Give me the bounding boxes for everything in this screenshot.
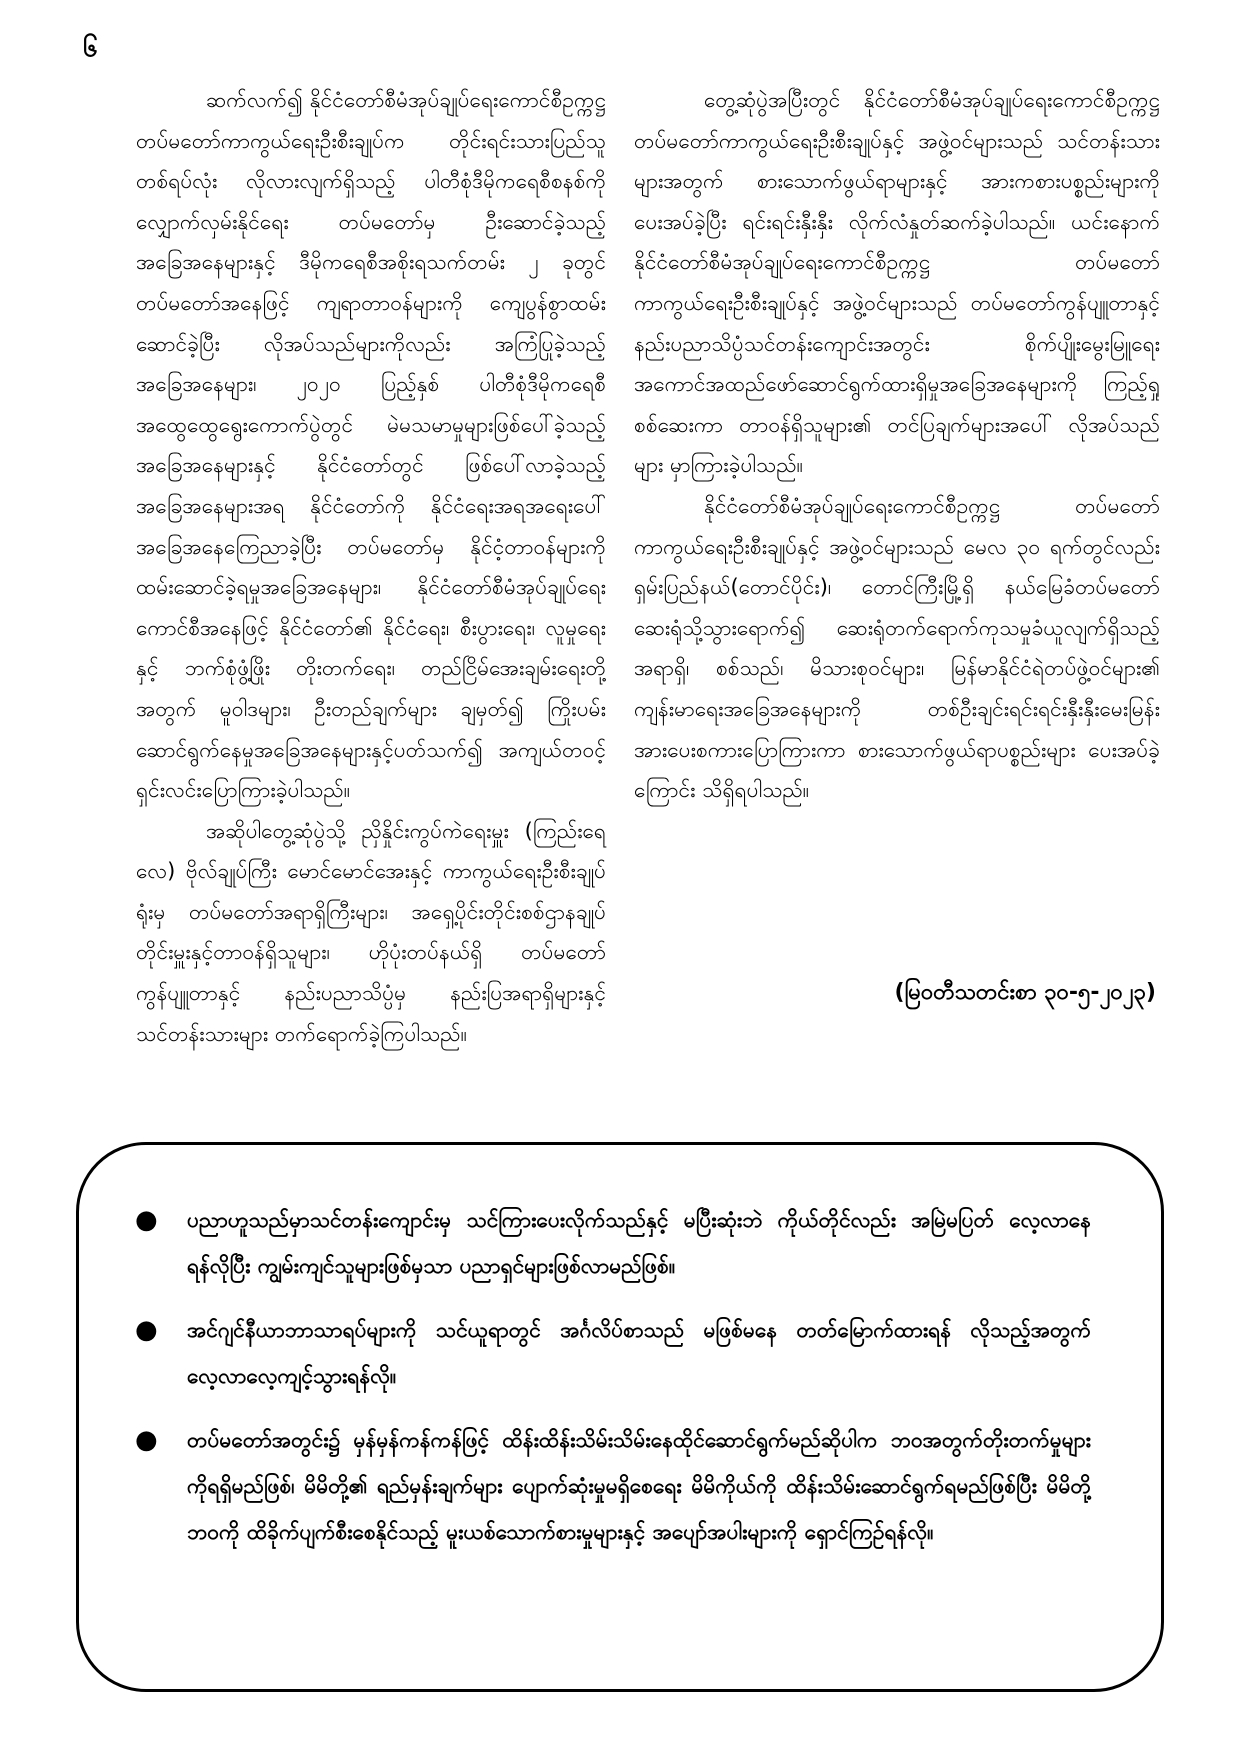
bullet-icon: ● [135, 1205, 158, 1235]
paragraph: ဆက်လက်၍ နိုင်ငံတော်စီမံအုပ်ချုပ်ရေးကောင်စီဥက္ကဋ္ဌ တပ်မတော်ကာကွယ်ရေးဦးစီးချုပ်က တိုင်းရင်းသားပြည်သူတစ်ရပ်လုံး လိုလားလျက်ရှိသည့် ပါတီစုံဒီမိုကရေစီစနစ်ကို လျှောက်လှမ်းနိုင်ရေး တပ်မတော်မှ ဦးဆောင်ခဲ့သည့် အခြေအနေများနှင့် ဒီမိုကရေစီအစိုးရသက်တမ်း ၂ ခုတွင် တပ်မတော်အနေဖြင့် ကျရာတာဝန်များကို ကျေပွန်စွာထမ်းဆောင်ခဲ့ပြီး လိုအပ်သည်များကိုလည်း အကြံပြုခဲ့သည့် အခြေအနေများ၊ ၂၀၂၀ ပြည့်နှစ် ပါတီစုံဒီမိုကရေစီ အထွေထွေရွေးကောက်ပွဲတွင် မဲမသမာမှုများဖြစ်ပေါ်ခဲ့သည့် အခြေအနေများနှင့် နိုင်ငံတော်တွင် ဖြစ်ပေါ်လာခဲ့သည့် အခြေအနေများအရ နိုင်ငံတော်ကို နိုင်ငံရေးအရအရေးပေါ် အခြေအနေကြေညာခဲ့ပြီး တပ်မတော်မှ နိုင်ငံ့တာဝန်များကို ထမ်းဆောင်ခဲ့ရမှုအခြေအနေများ၊ နိုင်ငံတော်စီမံအုပ်ချုပ်ရေးကောင်စီအနေဖြင့် နိုင်ငံတော်၏ နိုင်ငံရေး၊ စီးပွားရေး၊ လူမှုရေးနှင့် ဘက်စုံဖွံ့ဖြိုး တိုးတက်ရေး၊ တည်ငြိမ်အေးချမ်းရေးတို့အတွက် မူဝါဒများ၊ ဦးတည်ချက်များ ချမှတ်၍ ကြိုးပမ်းဆောင်ရွက်နေမှုအခြေအနေများနှင့်ပတ်သက်၍ အကျယ်တဝင့် ရှင်းလင်းပြောကြားခဲ့ပါသည်။ [136, 88, 606, 803]
page-number: ၆ [83, 33, 98, 63]
bullet-icon: ● [135, 1425, 158, 1455]
key-points-box [76, 1142, 1164, 1692]
list-item [135, 1417, 1091, 1555]
list-item [135, 1197, 1091, 1289]
paragraph: အဆိုပါတွေ့ဆုံပွဲသို့ ညှိနှိုင်းကွပ်ကဲရေးမှူး (ကြည်းရေလေ) ဗိုလ်ချုပ်ကြီး မောင်မောင်အေးနှင့် ကာကွယ်ရေးဦးစီးချုပ်ရုံးမှ တပ်မတော်အရာရှိကြီးများ၊ အရှေ့ပိုင်းတိုင်းစစ်ဌာနချုပ် တိုင်းမှူးနှင့်တာဝန်ရှိသူများ၊ ဟိုပုံးတပ်နယ်ရှိ တပ်မတော်ကွန်ပျူတာနှင့် နည်းပညာသိပ္ပံမှ နည်းပြအရာရှိများနှင့် သင်တန်းသားများ တက်ရောက်ခဲ့ကြပါသည်။ [136, 818, 606, 1046]
source-citation: (မြဝတီသတင်းစာ ၃၀-၅-၂၀၂၃) [894, 980, 1156, 1005]
right-column [634, 80, 1160, 811]
list-item-text: တပ်မတော်အတွင်း၌ မှန်မှန်ကန်ကန်ဖြင့် ထိန်းထိန်းသိမ်းသိမ်းနေထိုင်ဆောင်ရွက်မည်ဆိုပါက ဘဝအတွက်တိုးတက်မှုများကိုရရှိမည်ဖြစ်၊ မိမိတို့၏ ရည်မှန်းချက်များ ပျောက်ဆုံးမှုမရှိစေရေး မိမိကိုယ်ကို ထိန်းသိမ်းဆောင်ရွက်ရမည်ဖြစ်ပြီး မိမိတို့ဘဝကို ထိခိုက်ပျက်စီးစေနိုင်သည့် မူးယစ်သောက်စားမှုများနှင့် အပျော်အပါးများကို ရှောင်ကြဉ်ရန်လို။ [187, 1428, 1091, 1544]
paragraph: နိုင်ငံတော်စီမံအုပ်ချုပ်ရေးကောင်စီဥက္ကဋ္ဌ တပ်မတော်ကာကွယ်ရေးဦးစီးချုပ်နှင့် အဖွဲ့ဝင်များသည် မေလ ၃၀ ရက်တွင်လည်း ရှမ်းပြည်နယ်(တောင်ပိုင်း)၊ တောင်ကြီးမြို့ရှိ နယ်မြေခံတပ်မတော်ဆေးရုံသို့သွားရောက်၍ ဆေးရုံတက်ရောက်ကုသမှုခံယူလျက်ရှိသည့် အရာရှိ၊ စစ်သည်၊ မိသားစုဝင်များ၊ မြန်မာနိုင်ငံရဲတပ်ဖွဲ့ဝင်များ၏ ကျန်းမာရေးအခြေအနေများကို တစ်ဦးချင်းရင်းရင်းနှီးနှီးမေးမြန်း အားပေးစကားပြောကြားကာ စားသောက်ဖွယ်ရာပစ္စည်းများ ပေးအပ်ခဲ့ကြောင်း သိရှိရပါသည်။ [634, 493, 1160, 803]
paragraph: တွေ့ဆုံပွဲအပြီးတွင် နိုင်ငံတော်စီမံအုပ်ချုပ်ရေးကောင်စီဥက္ကဋ္ဌ တပ်မတော်ကာကွယ်ရေးဦးစီးချုပ်နှင့် အဖွဲ့ဝင်များသည် သင်တန်းသားများအတွက် စားသောက်ဖွယ်ရာများနှင့် အားကစားပစ္စည်းများကိုပေးအပ်ခဲ့ပြီး ရင်းရင်းနှီးနှီး လိုက်လံနှုတ်ဆက်ခဲ့ပါသည်။ ယင်းနောက် နိုင်ငံတော်စီမံအုပ်ချုပ်ရေးကောင်စီဥက္ကဋ္ဌ တပ်မတော်ကာကွယ်ရေးဦးစီးချုပ်နှင့် အဖွဲ့ဝင်များသည် တပ်မတော်ကွန်ပျူတာနှင့် နည်းပညာသိပ္ပံသင်တန်းကျောင်းအတွင်း စိုက်ပျိုးမွေးမြူရေး အကောင်အထည်ဖော်ဆောင်ရွက်ထားရှိမှုအခြေအနေများကို ကြည့်ရှုစစ်ဆေးကာ တာဝန်ရှိသူများ၏ တင်ပြချက်များအပေါ် လိုအပ်သည်များ မှာကြားခဲ့ပါသည်။ [634, 88, 1160, 478]
bullet-icon: ● [135, 1315, 158, 1345]
list-item-text: အင်ဂျင်နီယာဘာသာရပ်များကို သင်ယူရာတွင် အင်္ဂလိပ်စာသည် မဖြစ်မနေ တတ်မြောက်ထားရန် လိုသည့်အတွက် လေ့လာလေ့ကျင့်သွားရန်လို။ [187, 1318, 1091, 1388]
list-item [135, 1307, 1091, 1399]
key-points-list [135, 1197, 1091, 1555]
list-item-text: ပညာဟူသည်မှာသင်တန်းကျောင်းမှ သင်ကြားပေးလိုက်သည်နှင့် မပြီးဆုံးဘဲ ကိုယ်တိုင်လည်း အမြဲမပြတ် လေ့လာနေရန်လိုပြီး ကျွမ်းကျင်သူများဖြစ်မှသာ ပညာရှင်များဖြစ်လာမည်ဖြစ်။ [187, 1208, 1091, 1278]
left-column [136, 80, 606, 1054]
